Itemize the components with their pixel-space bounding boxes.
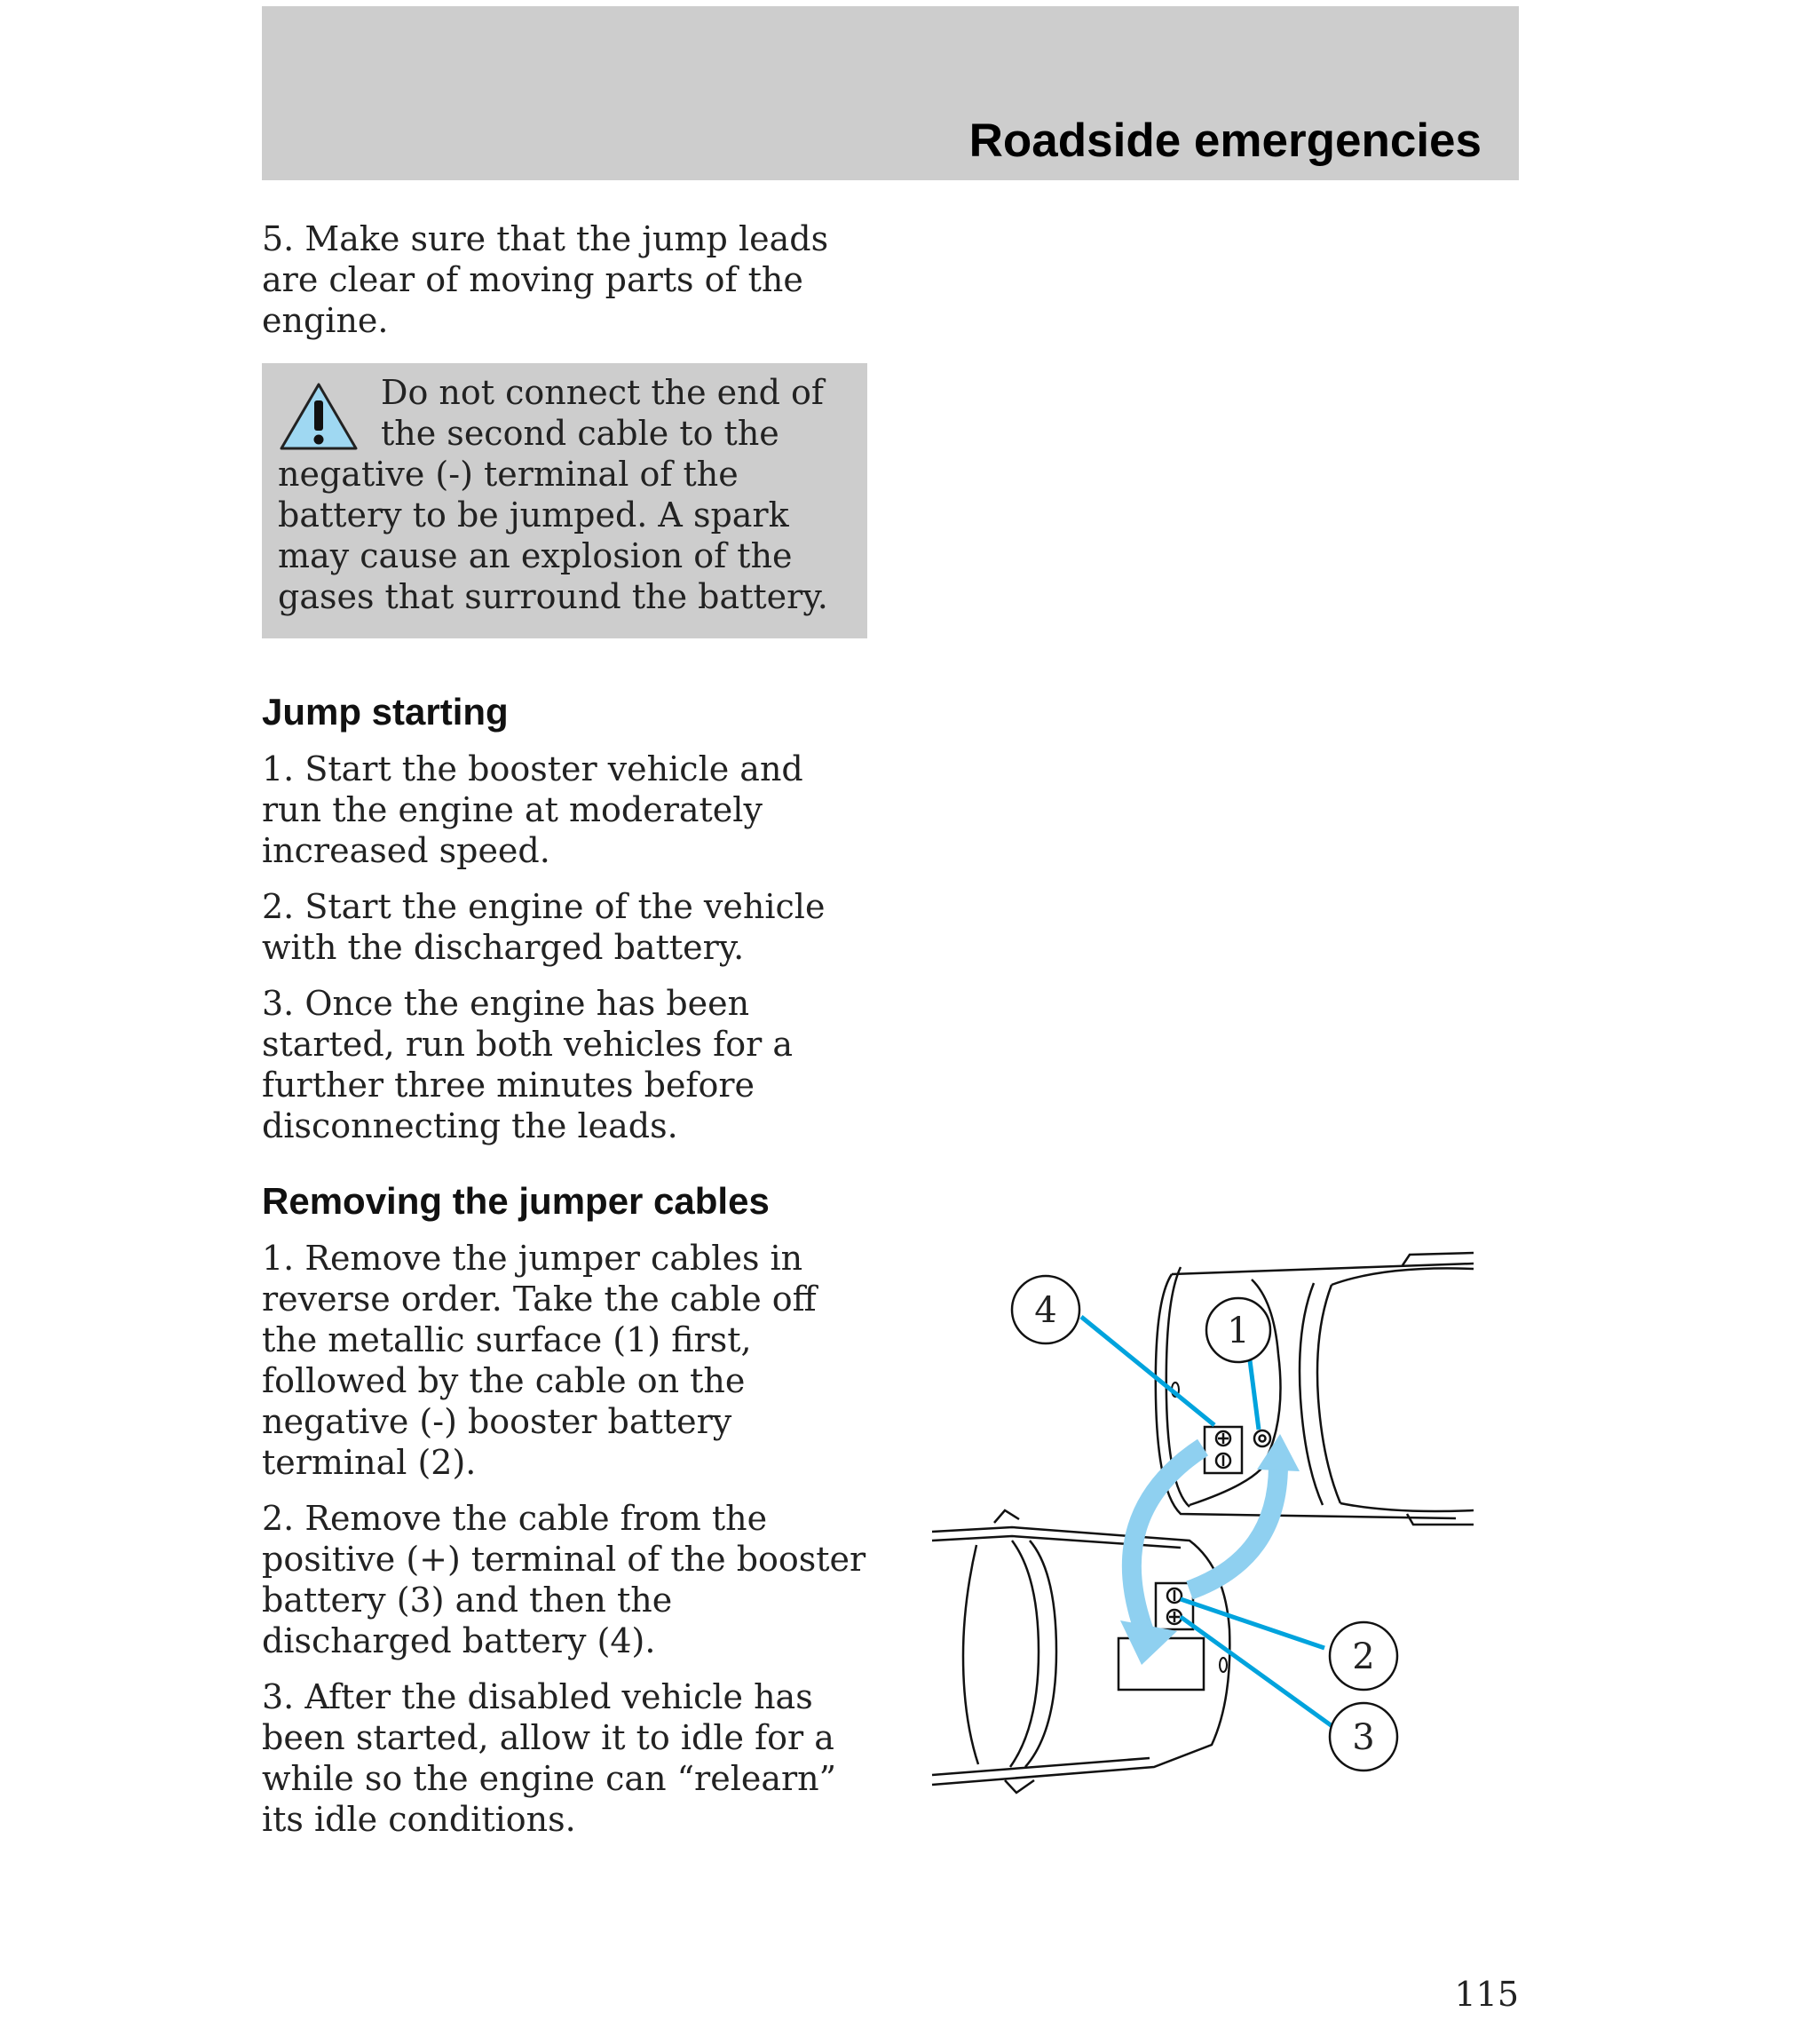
upper-battery — [1205, 1427, 1242, 1473]
header-bar — [262, 6, 1519, 180]
jump-step-2: 2. Start the engine of the vehicle with the discharged battery. — [262, 887, 826, 967]
metallic-surface-point — [1254, 1430, 1270, 1446]
warning-triangle-icon — [278, 381, 360, 452]
warning-box — [262, 363, 867, 638]
heading-removing: Removing the jumper cables — [262, 1180, 770, 1222]
remove-step-2: 2. Remove the cable from the positive (+) terminal of the booster battery (3) and then the discharged battery (4). — [262, 1499, 866, 1660]
jump-steps — [262, 749, 867, 1146]
callout-3-label: 3 — [1352, 1717, 1375, 1758]
callout-2 — [1330, 1622, 1397, 1690]
arrow-to-upper — [1190, 1465, 1278, 1590]
callout-2-label: 2 — [1352, 1636, 1375, 1677]
remove-step-1: 1. Remove the jumper cables in reverse order. Take the cable off the metallic surface (1) first, followed by the cable on the negative (-) booster battery terminal (2). — [262, 1239, 817, 1482]
step-5-text: 5. Make sure that the jump leads are clear of moving parts of the engine. — [262, 219, 829, 340]
callout-1 — [1206, 1298, 1270, 1362]
callout-4 — [1012, 1276, 1079, 1343]
removing-steps — [262, 1238, 867, 1840]
lower-car-light — [1220, 1658, 1227, 1672]
remove-step-3: 3. After the disabled vehicle has been started, allow it to idle for a while so the engine can “relearn” its idle conditions. — [262, 1677, 837, 1839]
warning-text: Do not connect the end of the second cable to the negative (-) terminal of the battery to be jumped. A spark may cause an explosion of the gases that surround the battery. — [278, 373, 828, 616]
intro-step — [262, 218, 867, 341]
leader-1 — [1250, 1360, 1259, 1430]
heading-jump-starting: Jump starting — [262, 691, 509, 733]
jump-step-3: 3. Once the engine has been started, run both vehicles for a further three minutes before disconnecting the leads. — [262, 984, 793, 1145]
callout-1-label: 1 — [1227, 1311, 1250, 1351]
upper-car — [1156, 1253, 1474, 1525]
jump-start-diagram — [923, 1248, 1491, 1816]
page-number: 115 — [1454, 1975, 1519, 2014]
section-title: Roadside emergencies — [968, 115, 1482, 167]
leader-4 — [1081, 1317, 1214, 1425]
callout-3 — [1330, 1703, 1397, 1771]
warning-content — [278, 372, 855, 617]
callout-4-label: 4 — [1034, 1290, 1057, 1331]
jump-step-1: 1. Start the booster vehicle and run the engine at moderately increased speed. — [262, 749, 803, 870]
